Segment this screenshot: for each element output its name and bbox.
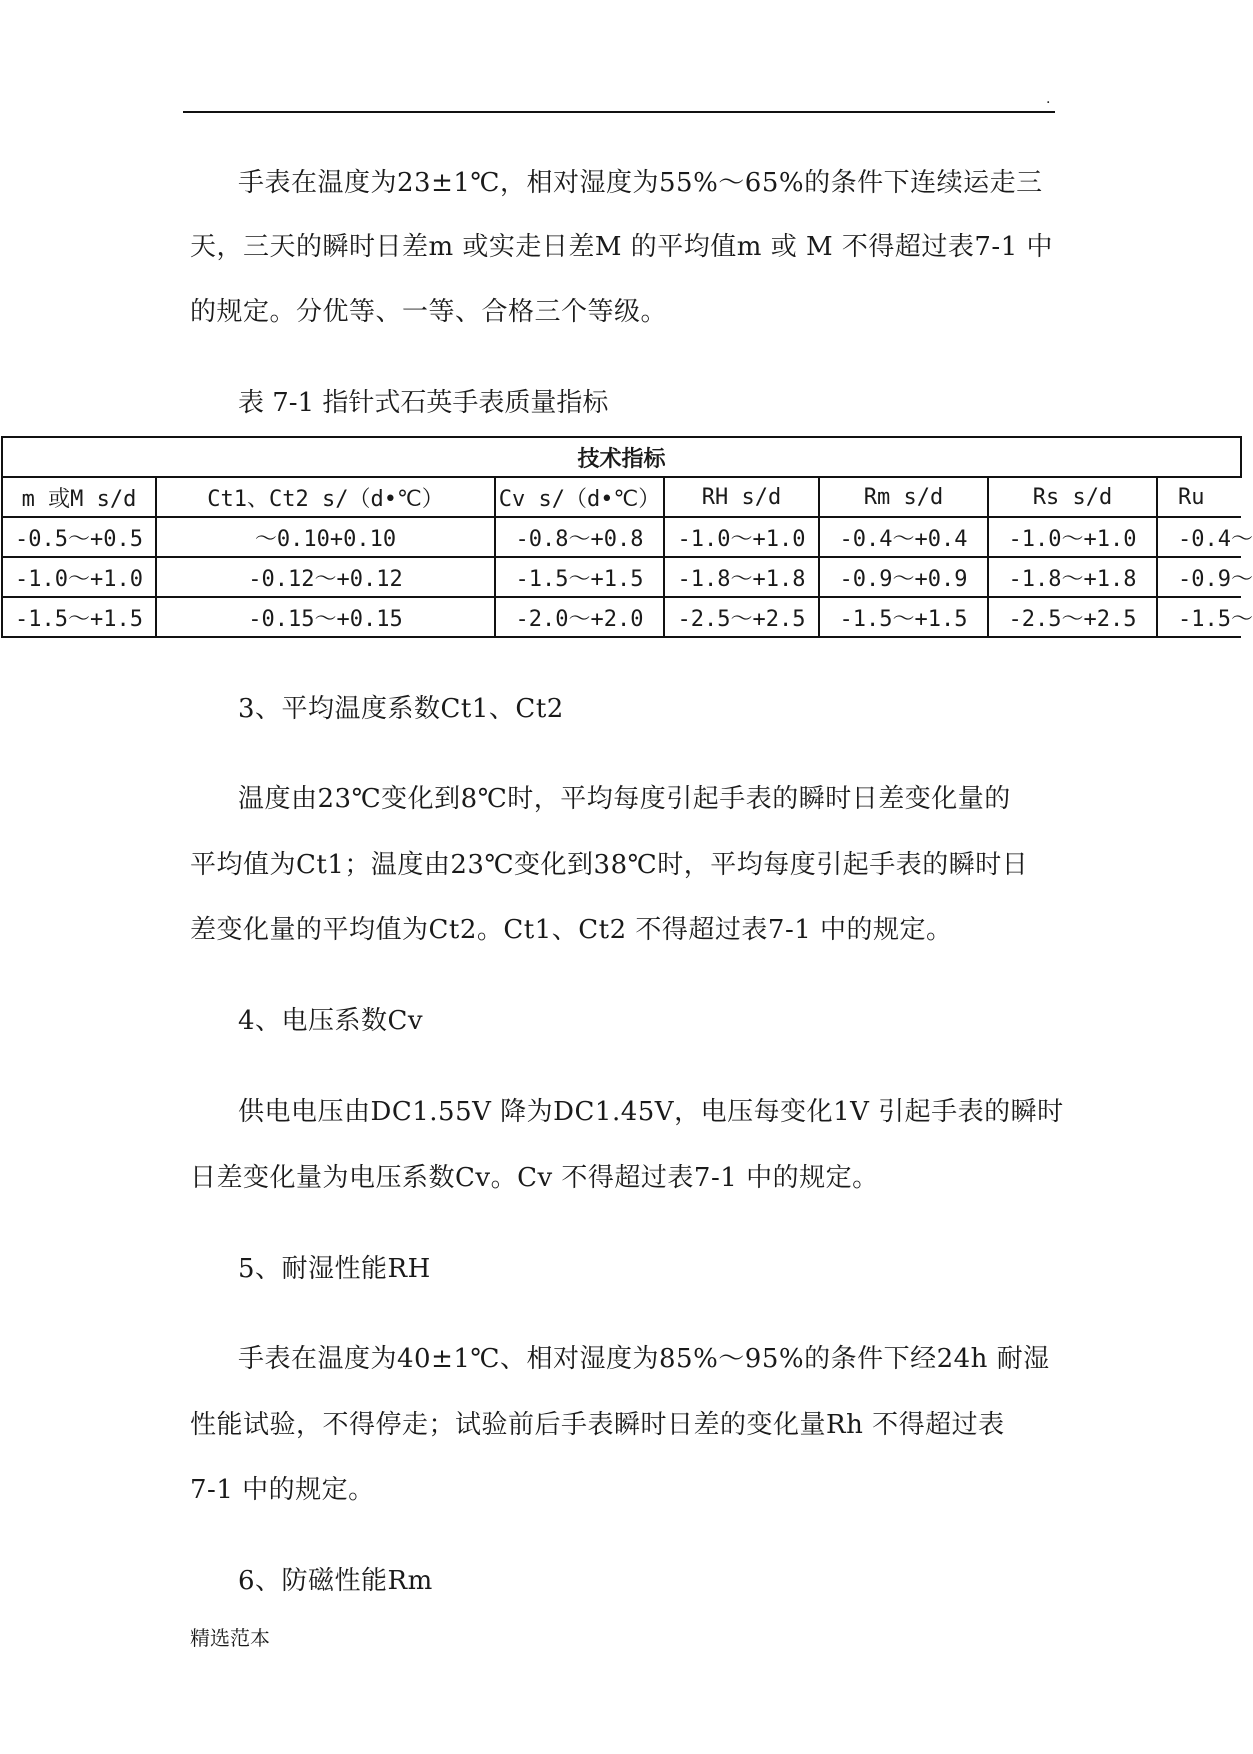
header-dot: . [1046,91,1051,107]
header-rule [183,111,1055,113]
table-cell: -0.15～+0.15 [156,597,495,637]
quality-table [1,436,1253,638]
section-heading-5: 5、耐湿性能RH [238,1254,431,1284]
section-5-line-2: 性能试验，不得停走；试验前后手表瞬时日差的变化量Rh 不得超过表 [190,1410,1005,1440]
table-cell: -0.12～+0.12 [156,557,495,597]
table-cell: -1.0～+1.0 [2,557,156,597]
table-cell: -0.4～+0.4 [819,517,988,557]
table-cell: -2.0～+2.0 [495,597,664,637]
table-cell: -0.9～+0.9 [819,557,988,597]
table-cell: -1.0～+1.0 [988,517,1157,557]
section-3-line-2: 平均值为Ct1；温度由23℃变化到38℃时，平均每度引起手表的瞬时日 [190,850,1029,880]
section-heading-6: 6、防磁性能Rm [238,1566,433,1596]
section-5-line-3: 7-1 中的规定。 [190,1475,375,1505]
table-cell: -1.5～+1.5 [495,557,664,597]
intro-line-3: 的规定。分优等、一等、合格三个等级。 [190,297,668,327]
table-header-cell: Ru [1157,477,1241,517]
table-cell: -0.4～ [1157,517,1241,557]
section-heading-4: 4、电压系数Cv [238,1006,424,1036]
section-5-line-1: 手表在温度为40±1℃、相对湿度为85%～95%的条件下经24h 耐湿 [238,1344,1050,1374]
table-header-cell: m 或M s/d [2,477,156,517]
section-3-line-3: 差变化量的平均值为Ct2。Ct1、Ct2 不得超过表7-1 中的规定。 [190,915,953,945]
table-header-cell: Cv s/（d•℃） [495,477,664,517]
table-cell: -1.5～ [1157,597,1241,637]
table-row [2,517,1241,557]
table-cell: -0.5～+0.5 [2,517,156,557]
table-cell: -0.9～ [1157,557,1241,597]
table-header-cell: Rs s/d [988,477,1157,517]
intro-line-1: 手表在温度为23±1℃，相对湿度为55%～65%的条件下连续运走三 [238,168,1043,198]
intro-line-2: 天，三天的瞬时日差m 或实走日差M 的平均值m 或 M 不得超过表7-1 中 [190,232,1054,262]
section-3-line-1: 温度由23℃变化到8℃时，平均每度引起手表的瞬时日差变化量的 [238,784,1011,814]
table-cell: -1.8～+1.8 [664,557,819,597]
table-cell: -1.8～+1.8 [988,557,1157,597]
table-cell: ～0.10+0.10 [156,517,495,557]
section-4-line-1: 供电电压由DC1.55V 降为DC1.45V，电压每变化1V 引起手表的瞬时 [238,1097,1064,1127]
table-cell: -1.5～+1.5 [819,597,988,637]
table-cell: -0.8～+0.8 [495,517,664,557]
table-cell: -1.5～+1.5 [2,597,156,637]
table-cell: -2.5～+2.5 [988,597,1157,637]
table-row [2,557,1241,597]
table-cell: -1.0～+1.0 [664,517,819,557]
table-title: 技术指标 [2,437,1241,477]
section-4-line-2: 日差变化量为电压系数Cv。Cv 不得超过表7-1 中的规定。 [190,1163,879,1193]
section-heading-3: 3、平均温度系数Ct1、Ct2 [238,694,564,724]
table-caption: 表 7-1 指针式石英手表质量指标 [238,388,609,418]
table-header-cell: Rm s/d [819,477,988,517]
table-header-cell: Ct1、Ct2 s/（d•℃） [156,477,495,517]
footer-label: 精选范本 [190,1626,270,1650]
table-header-cell: RH s/d [664,477,819,517]
table-cell: -2.5～+2.5 [664,597,819,637]
table-row [2,597,1241,637]
